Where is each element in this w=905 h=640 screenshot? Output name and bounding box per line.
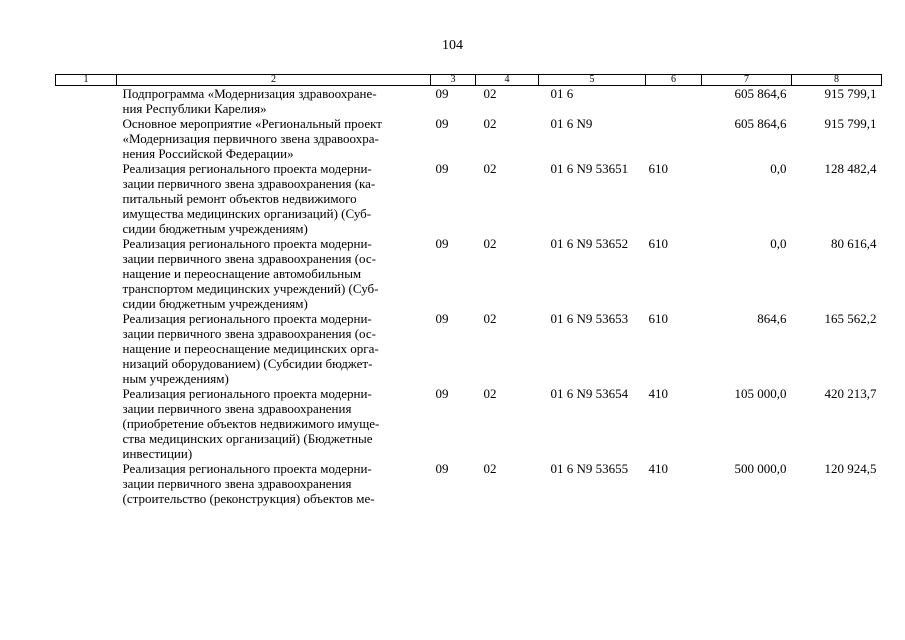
item-name-line: Реализация регионального проекта модерни- bbox=[122, 161, 372, 176]
amount-col8-cell: 915 799,1 bbox=[824, 86, 877, 101]
column-header: 4 bbox=[476, 75, 539, 86]
section-code-cell: 09 bbox=[435, 461, 449, 476]
item-name-line: сидии бюджетным учреждениям) bbox=[122, 221, 308, 236]
item-name-line: нащение и переоснащение медицинских орга- bbox=[122, 341, 379, 356]
expense-type-code-cell: 610 bbox=[648, 311, 668, 326]
item-name-line: зации первичного звена здравоохранения bbox=[122, 476, 352, 491]
item-name-line: ства медицинских организаций) (Бюджетные bbox=[122, 431, 373, 446]
amount-col7-cell: 500 000,0 bbox=[734, 461, 787, 476]
expense-type-code-cell bbox=[646, 116, 702, 161]
row-index-cell bbox=[56, 236, 117, 311]
amount-col7-cell: 0,0 bbox=[770, 236, 787, 251]
item-name-line: зации первичного звена здравоохранения bbox=[122, 401, 352, 416]
item-name-line: Основное мероприятие «Региональный проект bbox=[122, 116, 382, 131]
amount-col8-cell: 165 562,2 bbox=[824, 311, 877, 326]
target-item-code-cell: 01 6 N9 53654 bbox=[550, 386, 629, 401]
item-name-line: имущества медицинских организаций) (Суб- bbox=[122, 206, 372, 221]
subsection-code-cell: 02 bbox=[483, 236, 497, 251]
item-name-line: низаций оборудованием) (Субсидии бюджет- bbox=[122, 356, 373, 371]
table-row bbox=[56, 116, 882, 161]
row-index-cell bbox=[56, 86, 117, 117]
subsection-code-cell: 02 bbox=[483, 116, 497, 131]
item-name-line: зации первичного звена здравоохранения (ос- bbox=[122, 251, 376, 266]
row-index-cell bbox=[56, 311, 117, 386]
column-header: 6 bbox=[646, 75, 702, 86]
expense-type-code-cell: 610 bbox=[648, 161, 668, 176]
column-header: 5 bbox=[539, 75, 646, 86]
item-name-cell bbox=[117, 386, 431, 461]
item-name-cell bbox=[117, 116, 431, 161]
item-name-line: Реализация регионального проекта модерни- bbox=[122, 461, 372, 476]
section-code-cell: 09 bbox=[435, 386, 449, 401]
amount-col8-cell: 420 213,7 bbox=[824, 386, 877, 401]
section-code-cell: 09 bbox=[435, 311, 449, 326]
target-item-code-cell: 01 6 N9 53651 bbox=[550, 161, 629, 176]
column-header: 3 bbox=[431, 75, 476, 86]
subsection-code-cell: 02 bbox=[483, 86, 497, 101]
item-name-line: нащение и переоснащение автомобильным bbox=[122, 266, 362, 281]
item-name-cell bbox=[117, 161, 431, 236]
item-name-line: ным учреждениям) bbox=[122, 371, 229, 386]
table-row bbox=[56, 161, 882, 236]
table-row bbox=[56, 311, 882, 386]
section-code-cell: 09 bbox=[435, 161, 449, 176]
expense-type-code-cell: 410 bbox=[648, 386, 668, 401]
row-index-cell bbox=[56, 161, 117, 236]
item-name-cell bbox=[117, 461, 431, 506]
row-index-cell bbox=[56, 461, 117, 506]
item-name-line: (строительство (реконструкция) объектов ме- bbox=[122, 491, 375, 506]
item-name-line: нения Российской Федерации» bbox=[122, 146, 294, 161]
item-name-cell bbox=[117, 311, 431, 386]
expense-type-code-cell: 610 bbox=[648, 236, 668, 251]
column-header: 2 bbox=[117, 75, 431, 86]
item-name-line: «Модернизация первичного звена здравоохра- bbox=[122, 131, 379, 146]
amount-col8-cell: 80 616,4 bbox=[831, 236, 877, 251]
item-name-line: питальный ремонт объектов недвижимого bbox=[122, 191, 357, 206]
subsection-code-cell: 02 bbox=[483, 386, 497, 401]
item-name-cell bbox=[117, 86, 431, 117]
page-number: 104 bbox=[442, 38, 463, 53]
target-item-code-cell: 01 6 N9 53653 bbox=[550, 311, 629, 326]
amount-col7-cell: 605 864,6 bbox=[734, 116, 787, 131]
amount-col7-cell: 0,0 bbox=[770, 161, 787, 176]
table-row bbox=[56, 386, 882, 461]
item-name-line: зации первичного звена здравоохранения (ка- bbox=[122, 176, 376, 191]
item-name-cell bbox=[117, 236, 431, 311]
amount-col7-cell: 864,6 bbox=[757, 311, 787, 326]
section-code-cell: 09 bbox=[435, 116, 449, 131]
item-name-line: Реализация регионального проекта модерни- bbox=[122, 311, 372, 326]
item-name-line: Реализация регионального проекта модерни- bbox=[122, 386, 372, 401]
section-code-cell: 09 bbox=[435, 236, 449, 251]
subsection-code-cell: 02 bbox=[483, 311, 497, 326]
amount-col7-cell: 105 000,0 bbox=[734, 386, 787, 401]
column-number-header-row bbox=[56, 75, 882, 86]
budget-table bbox=[55, 74, 882, 506]
table-row bbox=[56, 461, 882, 506]
item-name-line: Подпрограмма «Модернизация здравоохране- bbox=[122, 86, 377, 101]
column-header: 1 bbox=[56, 75, 117, 86]
column-header: 7 bbox=[702, 75, 792, 86]
item-name-line: транспортом медицинских учреждений) (Суб- bbox=[122, 281, 379, 296]
item-name-line: ния Республики Карелия» bbox=[122, 101, 267, 116]
expense-type-code-cell: 410 bbox=[648, 461, 668, 476]
table-row bbox=[56, 236, 882, 311]
target-item-code-cell: 01 6 N9 bbox=[550, 116, 593, 131]
row-index-cell bbox=[56, 386, 117, 461]
target-item-code-cell: 01 6 N9 53652 bbox=[550, 236, 629, 251]
column-header: 8 bbox=[792, 75, 882, 86]
item-name-line: инвестиции) bbox=[122, 446, 193, 461]
target-item-code-cell: 01 6 N9 53655 bbox=[550, 461, 629, 476]
subsection-code-cell: 02 bbox=[483, 161, 497, 176]
target-item-code-cell: 01 6 bbox=[550, 86, 574, 101]
table-row bbox=[56, 86, 882, 117]
row-index-cell bbox=[56, 116, 117, 161]
subsection-code-cell: 02 bbox=[483, 461, 497, 476]
amount-col8-cell: 120 924,5 bbox=[824, 461, 877, 476]
amount-col8-cell: 915 799,1 bbox=[824, 116, 877, 131]
item-name-line: сидии бюджетным учреждениям) bbox=[122, 296, 308, 311]
section-code-cell: 09 bbox=[435, 86, 449, 101]
amount-col8-cell: 128 482,4 bbox=[824, 161, 877, 176]
expense-type-code-cell bbox=[646, 86, 702, 117]
item-name-line: Реализация регионального проекта модерни- bbox=[122, 236, 372, 251]
item-name-line: зации первичного звена здравоохранения (ос- bbox=[122, 326, 376, 341]
item-name-line: (приобретение объектов недвижимого имуще- bbox=[122, 416, 380, 431]
amount-col7-cell: 605 864,6 bbox=[734, 86, 787, 101]
